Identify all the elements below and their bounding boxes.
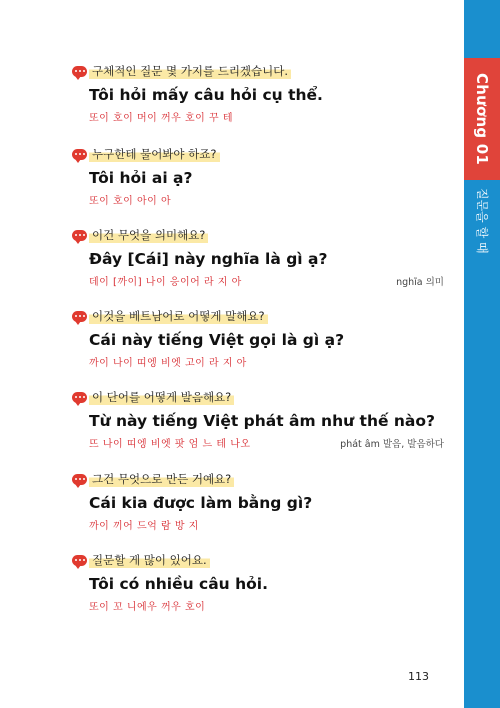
korean-question: 질문할 게 많이 있어요. <box>89 552 210 568</box>
chapter-label: Chương 01 <box>473 73 491 165</box>
pronunciation: 또이 꼬 니에우 꺼우 호이 <box>89 602 206 613</box>
korean-question: 이 단어를 어떻게 발음해요? <box>89 389 234 405</box>
pronunciation: 까이 나이 띠엥 비엣 고이 라 지 아 <box>89 358 247 369</box>
phrase-entry <box>72 225 452 288</box>
page-number: 113 <box>408 670 429 683</box>
pronunciation: 또이 호이 머이 꺼우 호이 꾸 테 <box>89 113 233 124</box>
korean-question: 구체적인 질문 몇 가지를 드리겠습니다. <box>89 63 291 79</box>
korean-question: 이것을 베트남어로 어떻게 말해요? <box>89 308 268 324</box>
vocab-note: nghĩa 의미 <box>396 276 444 288</box>
section-label: 질문을 할 때 <box>475 188 489 254</box>
phrase-entry <box>72 61 452 124</box>
korean-question: 그건 무엇으로 만든 거예요? <box>89 471 234 487</box>
phrase-entry <box>72 144 452 207</box>
pronunciation: 또이 호이 아이 아 <box>89 196 172 207</box>
vietnamese-phrase: Tôi hỏi mấy câu hỏi cụ thể. <box>89 86 323 104</box>
vietnamese-phrase: Cái kia được làm bằng gì? <box>89 494 313 512</box>
vietnamese-phrase: Tôi có nhiều câu hỏi. <box>89 575 268 593</box>
pronunciation: 까이 끼어 드억 람 방 지 <box>89 521 199 532</box>
korean-question: 이건 무엇을 의미해요? <box>89 227 208 243</box>
phrase-entry <box>72 306 452 369</box>
speech-bubble-icon <box>72 311 87 322</box>
phrase-entry <box>72 550 452 613</box>
speech-bubble-icon <box>72 230 87 241</box>
sidebar-text <box>464 58 500 254</box>
korean-question: 누구한테 물어봐야 하죠? <box>89 146 220 162</box>
speech-bubble-icon <box>72 66 87 77</box>
phrase-entry <box>72 387 452 450</box>
speech-bubble-icon <box>72 392 87 403</box>
vocab-note: phát âm 발음, 발음하다 <box>340 438 444 450</box>
vietnamese-phrase: Từ này tiếng Việt phát âm như thế nào? <box>89 412 436 430</box>
speech-bubble-icon <box>72 555 87 566</box>
speech-bubble-icon <box>72 474 87 485</box>
speech-bubble-icon <box>72 149 87 160</box>
vietnamese-phrase: Cái này tiếng Việt gọi là gì ạ? <box>89 331 345 349</box>
pronunciation: 데이 [까이] 나이 응이어 라 지 아 <box>89 277 242 288</box>
vietnamese-phrase: Đây [Cái] này nghĩa là gì ạ? <box>89 250 328 268</box>
pronunciation: 뜨 나이 띠엥 비엣 팟 엄 느 테 나오 <box>89 439 251 450</box>
phrase-entry <box>72 469 452 532</box>
vietnamese-phrase: Tôi hỏi ai ạ? <box>89 169 193 187</box>
